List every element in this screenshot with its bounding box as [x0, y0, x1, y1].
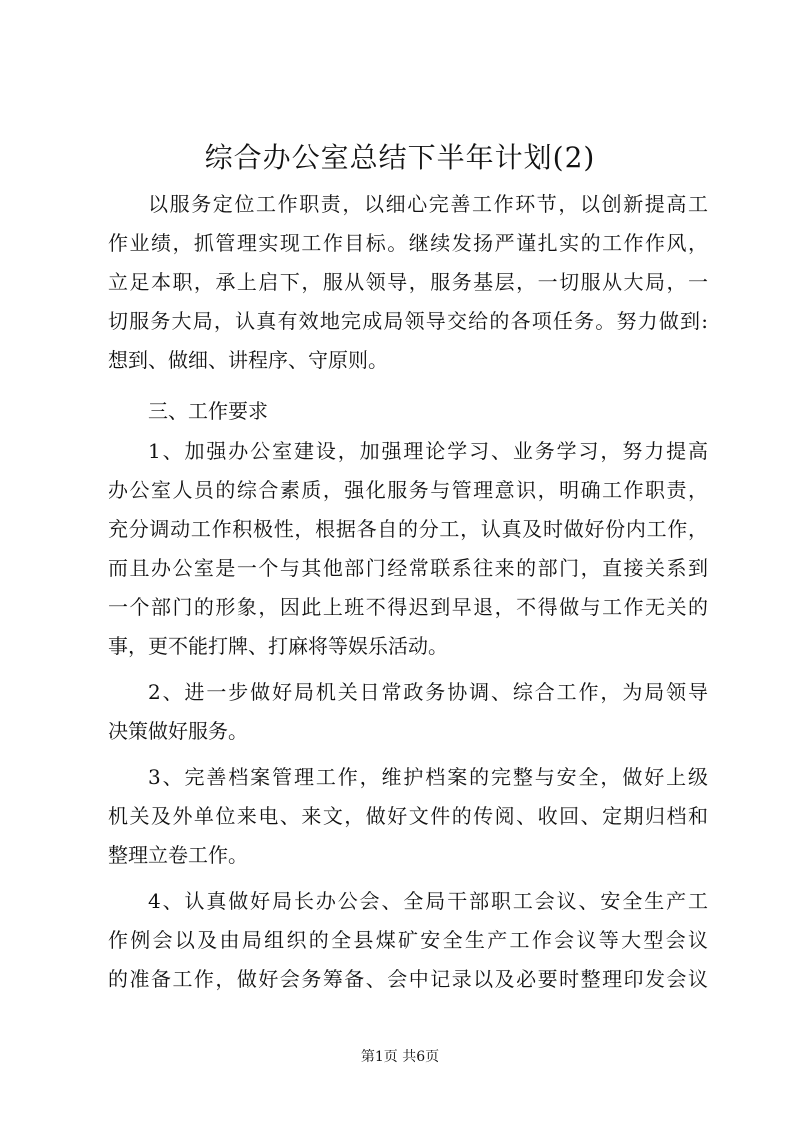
text-line: 的准备工作，做好会务筹备、会中记录以及必要时整理印发会议: [108, 967, 708, 991]
text-line: 一个部门的形象，因此上班不得迟到早退，不得做与工作无关的: [108, 595, 708, 619]
text-line: 机关及外单位来电、来文，做好文件的传阅、收回、定期归档和: [108, 804, 708, 828]
page-footer: 第1页 共6页: [360, 1049, 440, 1065]
document-title: 综合办公室总结下半年计划(2): [204, 141, 596, 174]
text-line: 切服务大局，认真有效地完成局领导交给的各项任务。努力做到:: [108, 309, 708, 333]
text-line: 整理立卷工作。: [108, 843, 248, 867]
text-line: 立足本职，承上启下，服从领导，服务基层，一切服从大局，一: [108, 270, 708, 294]
text-line: 以服务定位工作职责，以细心完善工作环节，以创新提高工: [148, 192, 708, 216]
text-line: 充分调动工作积极性，根据各自的分工，认真及时做好份内工作，: [108, 517, 708, 541]
text-line: 事，更不能打牌、打麻将等娱乐活动。: [108, 634, 448, 658]
section-heading: 三、工作要求: [148, 399, 268, 423]
text-line: 办公室人员的综合素质，强化服务与管理意识，明确工作职责，: [108, 478, 708, 502]
text-line: 1、加强办公室建设，加强理论学习、业务学习，努力提高: [148, 439, 708, 463]
text-line: 决策做好服务。: [108, 719, 248, 743]
text-line: 而且办公室是一个与其他部门经常联系往来的部门，直接关系到: [108, 556, 708, 580]
text-line: 4、认真做好局长办公会、全局干部职工会议、安全生产工: [148, 889, 708, 913]
text-line: 作例会以及由局组织的全县煤矿安全生产工作会议等大型会议: [108, 928, 708, 952]
text-line: 作业绩，抓管理实现工作目标。继续发扬严谨扎实的工作作风，: [108, 231, 708, 255]
text-line: 想到、做细、讲程序、守原则。: [108, 348, 388, 372]
text-line: 3、完善档案管理工作，维护档案的完整与安全，做好上级: [148, 765, 708, 789]
text-line: 2、进一步做好局机关日常政务协调、综合工作，为局领导: [148, 680, 708, 704]
